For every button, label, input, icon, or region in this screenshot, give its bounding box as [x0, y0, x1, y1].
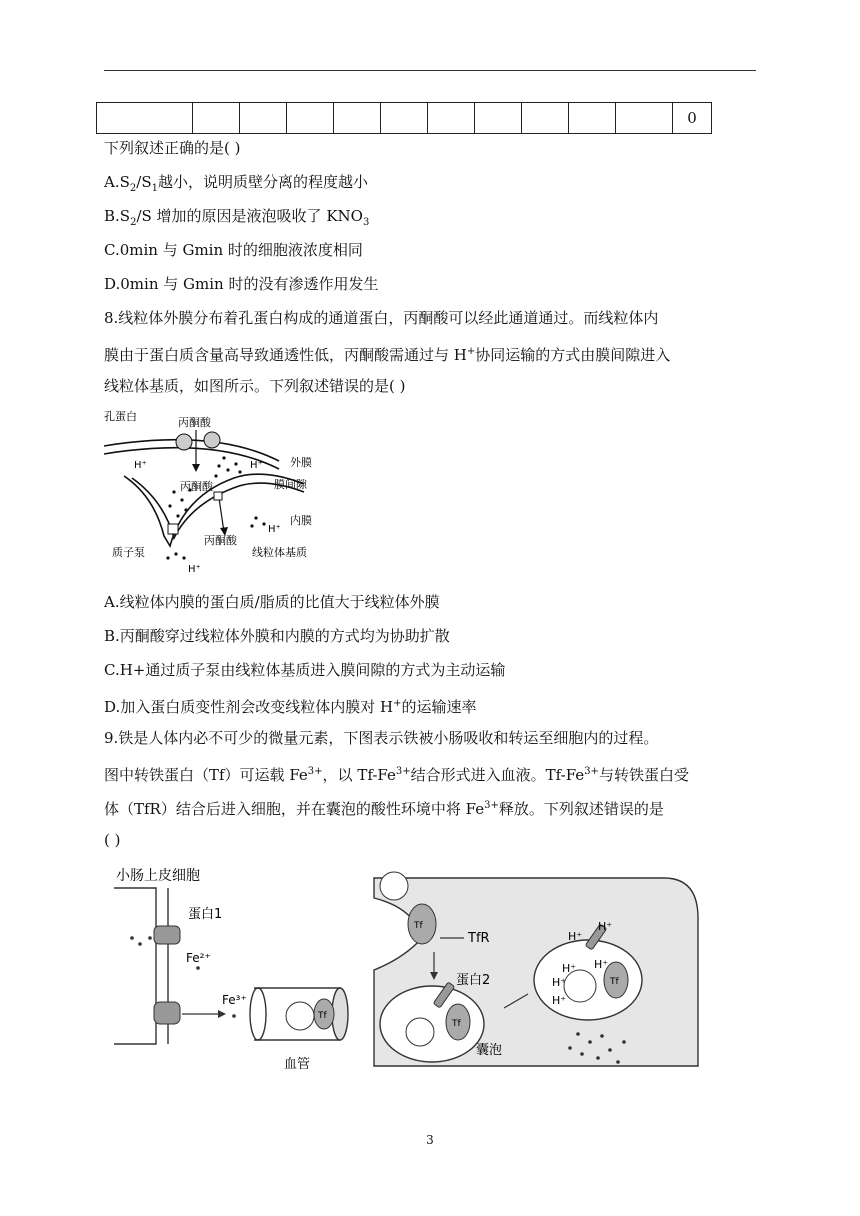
- label-hplus-6: H⁺: [552, 994, 567, 1007]
- iron-cluster: [380, 872, 408, 900]
- label-intermembrane: 膜间隙: [274, 478, 307, 491]
- label-pyruvate-bottom: 丙酮酸: [204, 534, 237, 547]
- table-row: [97, 103, 712, 134]
- label-pyruvate-top: 丙酮酸: [178, 416, 211, 429]
- label-fe2: Fe²⁺: [186, 951, 211, 965]
- label-hplus-2: H⁺: [598, 920, 613, 933]
- porin-shape: [204, 432, 220, 448]
- label-protein1: 蛋白1: [188, 907, 223, 922]
- q7-option-c: C.0min 与 Gmin 时的细胞液浓度相同: [104, 241, 363, 259]
- table-cell: [569, 103, 616, 134]
- label-porin: 孔蛋白: [104, 410, 137, 423]
- label-epithelial-cell: 小肠上皮细胞: [116, 868, 200, 884]
- table-cell-last: 0: [673, 103, 712, 134]
- label-proton-pump: 质子泵: [112, 546, 145, 559]
- q8-line-2: 膜由于蛋白质含量高导致通透性低，丙酮酸需通过与 H+协同运输的方式由膜间隙进入: [104, 346, 671, 364]
- protein1-shape: [154, 926, 180, 944]
- label-hplus-left: H⁺: [134, 460, 147, 471]
- label-vesicle: 囊泡: [476, 1043, 503, 1058]
- q9-line-3: 体（TfR）结合后进入细胞，并在囊泡的酸性环境中将 $Fe^{3+}$释放。下列叙述错误的是: [104, 800, 664, 818]
- table-cell: [616, 103, 673, 134]
- q8-line-1: 8.线粒体外膜分布着孔蛋白构成的通道蛋白，丙酮酸可以经此通道通过。而线粒体内: [104, 309, 659, 327]
- data-table: [96, 102, 712, 134]
- label-hplus-bottom: H⁺: [188, 564, 201, 575]
- q7-option-a: $A.S_2/S_1$越小，说明质壁分离的程度越小: [104, 173, 368, 194]
- iron-cluster: [406, 1018, 434, 1046]
- transporter-shape: [154, 1002, 180, 1024]
- label-tf-vessel: Tf: [318, 1011, 327, 1021]
- q9-line-2: 图中转铁蛋白（Tf）可运载 $Fe^{3+}$，以 $Tf-Fe^{3+}$结合形式进入血液。$Tf-Fe^{3+}$与转铁蛋白受: [104, 766, 689, 784]
- table-cell: [287, 103, 334, 134]
- q9-line-1: 9.铁是人体内必不可少的微量元素，下图表示铁被小肠吸收和转运至细胞内的过程。: [104, 729, 659, 747]
- q8-option-b: B.丙酮酸穿过线粒体外膜和内膜的方式均为协助扩散: [104, 627, 450, 645]
- label-protein2: 蛋白2: [456, 973, 491, 988]
- table-cell: [193, 103, 240, 134]
- table-cell: [428, 103, 475, 134]
- label-matrix: 线粒体基质: [252, 546, 307, 559]
- table-cell: [522, 103, 569, 134]
- pyruvate-arrow: [219, 498, 224, 532]
- table-cell: [334, 103, 381, 134]
- label-tf-vesicle1: Tf: [452, 1019, 461, 1029]
- table-cell: [240, 103, 287, 134]
- label-hplus-5: H⁺: [552, 976, 567, 989]
- label-tf-vesicle2: Tf: [610, 977, 619, 987]
- q8-line-3: 线粒体基质，如图所示。下列叙述错误的是( ): [104, 377, 406, 395]
- iron-arrowhead: [218, 1010, 226, 1018]
- mitochondria-figure: [104, 406, 344, 578]
- label-pyruvate-mid: 丙酮酸: [180, 480, 213, 493]
- page-number: 3: [426, 1133, 434, 1147]
- label-hplus-4: H⁺: [594, 958, 609, 971]
- q7-option-b: $B.S_2/S$ 增加的原因是液泡吸收了 $KNO_3$: [104, 207, 370, 228]
- label-tf-membrane: Tf: [414, 921, 423, 931]
- header-rule: [104, 70, 756, 71]
- label-inner-membrane: 内膜: [290, 514, 312, 527]
- table-cell: [381, 103, 428, 134]
- epithelial-cell-outline: [114, 888, 156, 1044]
- label-fe3: Fe³⁺: [222, 993, 247, 1007]
- q7-stem: 下列叙述正确的是( ): [104, 139, 241, 157]
- iron-dots: [130, 936, 236, 1018]
- q9-line-4: ( ): [104, 831, 121, 849]
- q8-option-c: C.H+通过质子泵由线粒体基质进入膜间隙的方式为主动运输: [104, 661, 506, 679]
- table-cell: [97, 103, 193, 134]
- iron-cluster: [286, 1002, 314, 1030]
- q8-option-a: A.线粒体内膜的蛋白质/脂质的比值大于线粒体外膜: [104, 593, 440, 611]
- porin-shape: [176, 434, 192, 450]
- iron-transport-figure: [104, 858, 724, 1090]
- cotransporter-shape: [214, 492, 222, 500]
- label-outer-membrane: 外膜: [290, 456, 312, 469]
- q8-option-d: D.加入蛋白质变性剂会改变线粒体内膜对 H+的运输速率: [104, 698, 477, 716]
- label-vessel: 血管: [284, 1057, 311, 1072]
- label-hplus-3: H⁺: [562, 962, 577, 975]
- label-hplus-mid: H⁺: [250, 460, 263, 471]
- pyruvate-arrowhead: [192, 464, 200, 472]
- label-hplus-1: H⁺: [568, 930, 583, 943]
- proton-pump-shape: [168, 524, 178, 534]
- label-tfr: TfR: [468, 931, 490, 946]
- q7-option-d: D.0min 与 Gmin 时的没有渗透作用发生: [104, 275, 379, 293]
- label-hplus-right: H⁺: [268, 524, 281, 535]
- table-cell: [475, 103, 522, 134]
- blood-vessel-end: [250, 988, 266, 1040]
